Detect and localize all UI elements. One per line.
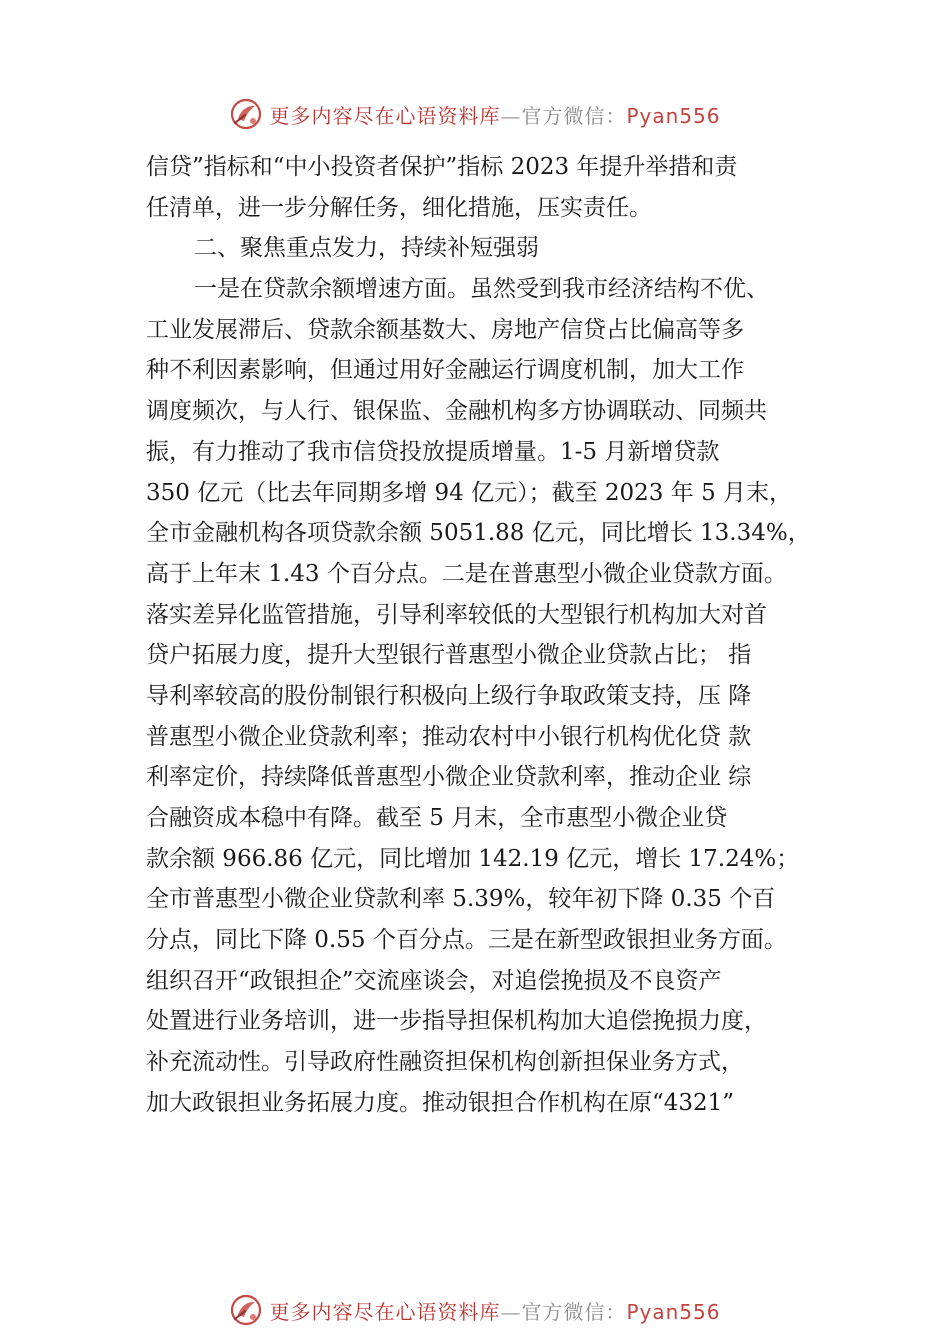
- paragraph-line: 贷户拓展力度，提升大型银行普惠型小微企业贷款占比； 指: [146, 642, 752, 669]
- paragraph-line: 全市普惠型小微企业贷款利率 5.39%，较年初下降 0.35 个百: [146, 886, 776, 913]
- watermark-text: [269, 100, 720, 129]
- paragraph-line: 调度频次，与人行、银保监、金融机构多方协调联动、同频共: [146, 398, 767, 425]
- paragraph-line: 利率定价，持续降低普惠型小微企业贷款利率，推动企业 综: [146, 764, 752, 791]
- wechat-id: Pyan556: [626, 103, 721, 128]
- watermark-separator: —: [500, 1299, 522, 1324]
- footer-watermark: [0, 1290, 950, 1330]
- paragraph-line: 信贷”指标和“中小投资者保护”指标 2023 年提升举措和责: [146, 154, 738, 180]
- logo-icon: [229, 97, 263, 131]
- paragraph-line: 振，有力推动了我市信贷投放提质增量。1-5 月新增贷款: [146, 438, 720, 465]
- document-body: [146, 147, 836, 1124]
- paragraph-line: 组织召开“政银担企”交流座谈会，对追偿挽损及不良资产: [146, 967, 722, 994]
- paragraph-line: 导利率较高的股份制银行积极向上级行争取政策支持，压 降: [146, 682, 752, 709]
- paragraph-line: 处置进行业务培训，进一步指导担保机构加大追偿挽损力度，: [146, 1008, 767, 1035]
- paragraph-line: 350 亿元（比去年同期多增 94 亿元）；截至 2023 年 5 月末，: [146, 479, 793, 506]
- watermark-title: 更多内容尽在心语资料库: [269, 103, 501, 128]
- wechat-id: Pyan556: [626, 1299, 721, 1324]
- watermark-separator: —: [500, 103, 522, 128]
- wechat-label: 官方微信：: [521, 1299, 627, 1324]
- watermark-text: [269, 1296, 720, 1325]
- paragraph-line: 全市金融机构各项贷款余额 5051.88 亿元，同比增长 13.34%，: [146, 520, 811, 547]
- paragraph-line: 一是在贷款余额增速方面。虽然受到我市经济结构不优、: [194, 276, 769, 303]
- paragraph-line: 落实差异化监管措施，引导利率较低的大型银行机构加大对首: [146, 601, 767, 628]
- watermark-title: 更多内容尽在心语资料库: [269, 1299, 501, 1324]
- paragraph-line: 工业发展滞后、贷款余额基数大、房地产信贷占比偏高等多: [146, 316, 744, 343]
- paragraph-line: 分点，同比下降 0.55 个百分点。三是在新型政银担业务方面。: [146, 927, 787, 954]
- paragraph-line: 款余额 966.86 亿元，同比增加 142.19 亿元，增长 17.24%；: [146, 845, 800, 872]
- wechat-label: 官方微信：: [521, 103, 627, 128]
- section-heading: 二、聚焦重点发力，持续补短强弱: [194, 235, 539, 262]
- header-watermark: [0, 94, 950, 134]
- paragraph-line: 补充流动性。引导政府性融资担保机构创新担保业务方式，: [146, 1049, 744, 1076]
- paragraph-line: 普惠型小微企业贷款利率；推动农村中小银行机构优化贷 款: [146, 723, 752, 750]
- logo-icon: [229, 1293, 263, 1327]
- paragraph-line: 加大政银担业务拓展力度。推动银担合作机构在原“4321”: [146, 1089, 735, 1116]
- paragraph-line: 合融资成本稳中有降。截至 5 月末，全市惠型小微企业贷: [146, 805, 728, 831]
- paragraph-line: 任清单，进一步分解任务，细化措施，压实责任。: [146, 194, 652, 221]
- paragraph-line: 高于上年末 1.43 个百分点。二是在普惠型小微企业贷款方面。: [146, 560, 787, 587]
- paragraph-line: 种不利因素影响，但通过用好金融运行调度机制，加大工作: [146, 357, 744, 384]
